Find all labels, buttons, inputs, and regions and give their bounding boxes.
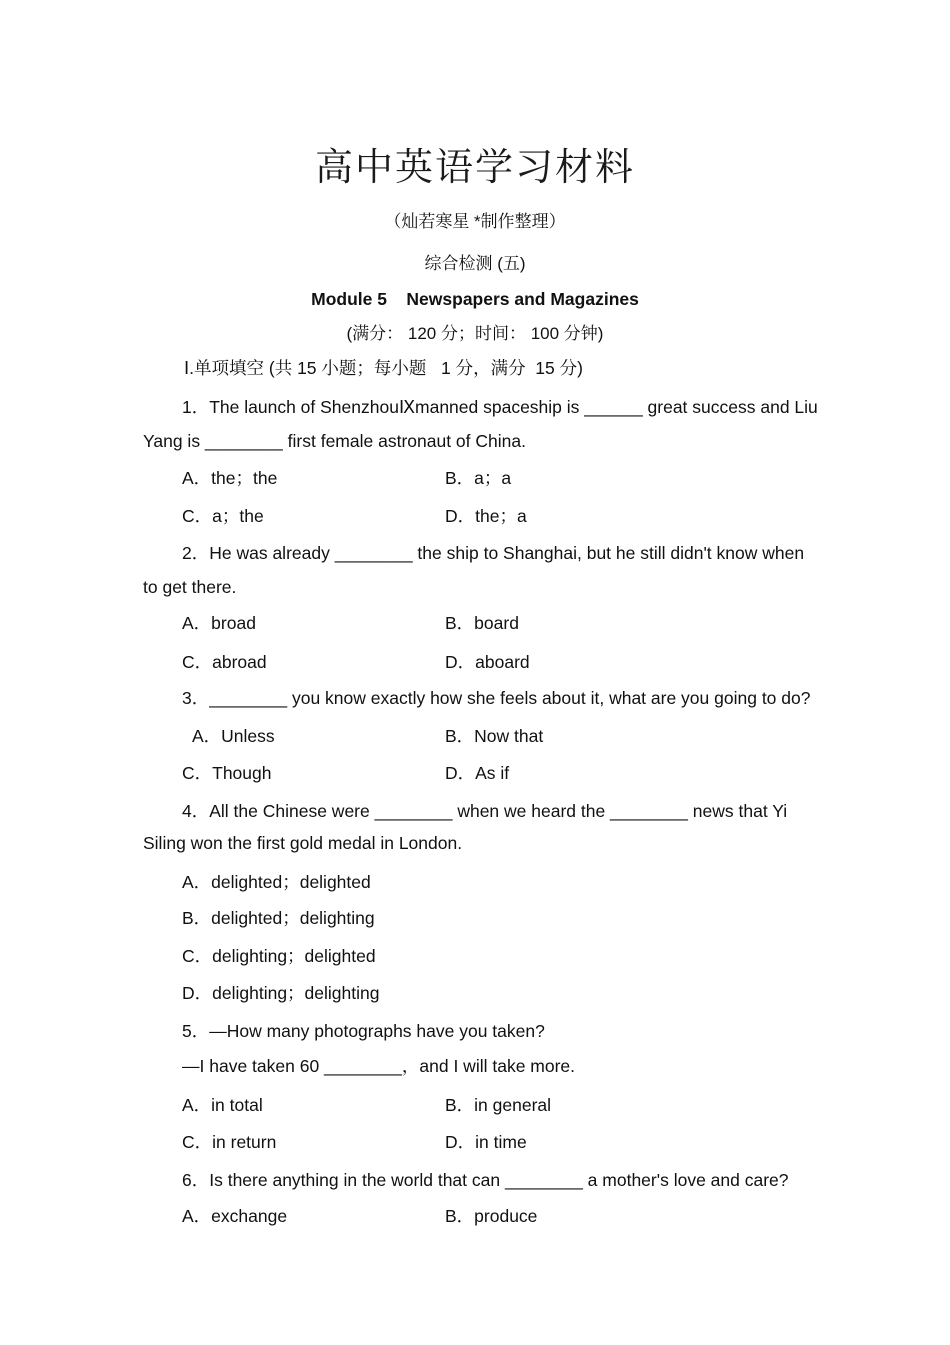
question-text: 5．—How many photographs have you taken? (182, 1021, 545, 1041)
credit-line: （灿若寒星 *制作整理） (384, 212, 566, 231)
page-title: 高中英语学习材料 (314, 145, 635, 189)
module-title: Module 5 Newspapers and Magazines (311, 289, 639, 309)
option-c[interactable]: C．delighting；delighted (182, 946, 376, 966)
question-text: 4．All the Chinese were ________ when we heard the ________ news that Yi (182, 801, 788, 821)
option-b[interactable]: B．Now that (445, 726, 544, 746)
option-d[interactable]: D．aboard (445, 652, 530, 672)
question-text: 2．He was already ________ the ship to Shanghai, but he still didn't know when (182, 543, 805, 563)
option-d[interactable]: D．in time (445, 1132, 527, 1152)
question-text: to get there. (143, 577, 237, 597)
option-b[interactable]: B．in general (445, 1095, 552, 1115)
option-a[interactable]: A．Unless (192, 726, 275, 746)
option-a[interactable]: A．in total (182, 1095, 263, 1115)
question-text: Siling won the first gold medal in London. (143, 833, 463, 853)
option-c[interactable]: C．a；the (182, 506, 264, 526)
option-d[interactable]: D．the；a (445, 506, 527, 526)
question-text: 3．________ you know exactly how she feels about it, what are you going to do? (182, 688, 811, 708)
option-d[interactable]: D．As if (445, 763, 510, 783)
question-text: —I have taken 60 ________，and I will take more. (182, 1056, 576, 1076)
option-d[interactable]: D．delighting；delighting (182, 983, 380, 1003)
option-c[interactable]: C．in return (182, 1132, 277, 1152)
option-a[interactable]: A．the；the (182, 468, 278, 488)
option-c[interactable]: C．Though (182, 763, 272, 783)
option-c[interactable]: C．abroad (182, 652, 267, 672)
option-b[interactable]: B．delighted；delighting (182, 908, 375, 928)
score-time-info: (满分： 120 分；时间： 100 分钟) (346, 324, 604, 343)
question-text: Yang is ________ first female astronaut of China. (143, 431, 526, 451)
test-name: 综合检测 (五) (424, 254, 526, 273)
option-a[interactable]: A．exchange (182, 1206, 288, 1226)
question-text: 1．The launch of ShenzhouⅨmanned spaceship is ______ great success and Liu (182, 397, 818, 417)
option-b[interactable]: B．a；a (445, 468, 512, 488)
option-a[interactable]: A．delighted；delighted (182, 872, 371, 892)
option-a[interactable]: A．broad (182, 613, 256, 633)
section-heading: Ⅰ.单项填空 (共 15 小题；每小题 1 分，满分 15 分) (184, 358, 583, 378)
question-text: 6．Is there anything in the world that can ________ a mother's love and care? (182, 1170, 789, 1190)
option-b[interactable]: B．produce (445, 1206, 538, 1226)
option-b[interactable]: B．board (445, 613, 519, 633)
